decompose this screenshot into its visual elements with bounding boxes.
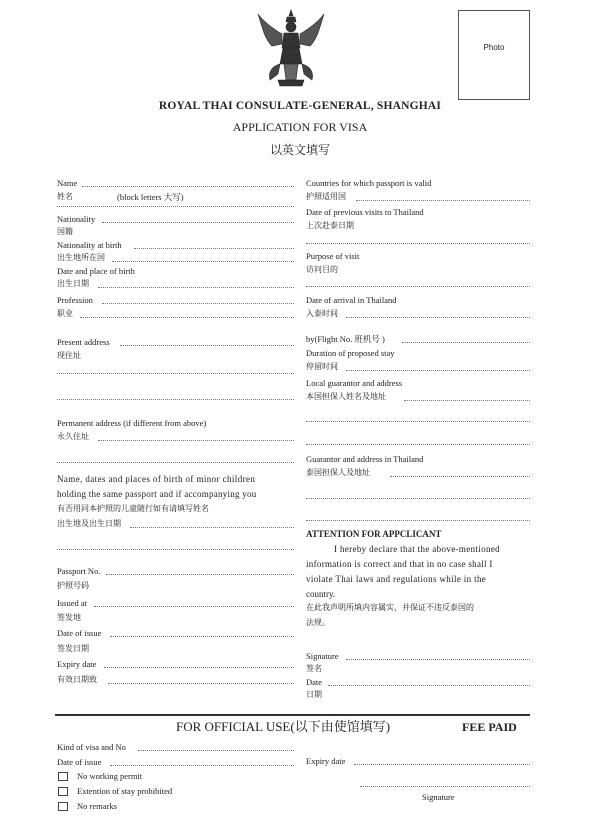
permanent-address-label: Permanent address (if different from above)	[57, 418, 207, 428]
declaration-cn-1: 在此我声明所填内容属实，并保证不违反泰国的	[306, 603, 474, 612]
issued-at-label-cn: 签发地	[57, 613, 81, 622]
nationality-label: Nationality	[57, 214, 96, 224]
passport-no-field[interactable]	[106, 574, 294, 575]
present-address-label: Present address	[57, 337, 110, 347]
date-issue-label-cn: 签发日期	[57, 644, 89, 653]
name-field-2[interactable]	[57, 206, 294, 207]
name-field[interactable]	[82, 186, 294, 187]
local-guarantor-label-cn: 本国担保人姓名及地址	[306, 392, 386, 401]
prev-visits-label-cn: 上次赴泰日期	[306, 221, 354, 230]
nationality-label-cn: 国籍	[57, 227, 73, 236]
thai-guarantor-label: Guarantor and address in Thailand	[306, 454, 424, 464]
official-signature-field[interactable]	[360, 786, 530, 787]
expiry-date-field[interactable]	[104, 667, 294, 668]
profession-field[interactable]	[102, 303, 294, 304]
no-remarks-checkbox[interactable]	[58, 802, 68, 811]
flight-field[interactable]	[402, 342, 530, 343]
declaration-line-1: I hereby declare that the above-mentioned	[334, 544, 501, 554]
official-expiry-field[interactable]	[354, 764, 530, 765]
purpose-field[interactable]	[306, 286, 530, 287]
official-heading: FOR OFFICIAL USE(以下由使馆填写)	[176, 719, 391, 734]
official-divider	[55, 714, 530, 716]
permanent-address-label-cn: 永久住址	[57, 432, 89, 441]
duration-field[interactable]	[346, 370, 530, 371]
profession-label-cn: 职业	[57, 309, 73, 318]
nationality-birth-label: Nationality at birth	[57, 240, 122, 250]
name-label: Name	[57, 178, 78, 188]
date-place-birth-label-cn: 出生日期	[57, 279, 89, 288]
local-guarantor-label: Local guarantor and address	[306, 378, 403, 388]
form-title: APPLICATION FOR VISA	[232, 120, 368, 134]
minor-children-field-2[interactable]	[57, 549, 294, 550]
form-subtitle: 以英文填写	[269, 143, 330, 157]
minor-children-label-cn1: 有否用同本护照的儿童随行如有请填写姓名	[57, 504, 209, 513]
photo-label: Photo	[483, 43, 505, 52]
name-label-cn: 姓名	[57, 192, 73, 201]
minor-children-label-2: holding the same passport and if accompanying you	[57, 489, 257, 499]
kind-visa-field[interactable]	[138, 750, 294, 751]
consulate-heading: ROYAL THAI CONSULATE-GENERAL, SHANGHAI	[158, 100, 442, 112]
present-address-label-cn: 现住址	[57, 351, 81, 360]
kind-visa-label: Kind of visa and No	[57, 742, 126, 752]
no-working-permit-checkbox[interactable]	[58, 772, 68, 781]
flight-label: by(Flight No. 班机号 )	[306, 334, 385, 344]
minor-children-field[interactable]	[130, 527, 294, 528]
local-guarantor-field-2[interactable]	[306, 421, 530, 422]
date-field[interactable]	[328, 685, 530, 686]
signature-field[interactable]	[346, 659, 530, 660]
extension-prohibited-checkbox[interactable]	[58, 787, 68, 796]
permanent-address-field-2[interactable]	[57, 462, 294, 463]
official-date-issue-label: Date of issue	[57, 757, 102, 767]
present-address-field-2[interactable]	[57, 373, 294, 374]
declaration-line-3: violate Thai laws and regulations while in the	[306, 574, 487, 584]
thai-guarantor-label-cn: 泰国担保人及地址	[306, 468, 370, 477]
minor-children-label-cn2: 出生地及出生日期	[57, 519, 121, 528]
local-guarantor-field-3[interactable]	[306, 444, 530, 445]
nationality-birth-field-2[interactable]	[112, 261, 294, 262]
declaration-line-4: country.	[306, 589, 336, 599]
photo-box	[458, 10, 530, 100]
permanent-address-field[interactable]	[98, 440, 294, 441]
expiry-date-label: Expiry date	[57, 659, 97, 669]
minor-children-label-1: Name, dates and places of birth of minor children	[57, 474, 256, 484]
extension-prohibited-label: Extention of stay prohibited	[77, 786, 173, 796]
expiry-date-field-2[interactable]	[108, 683, 294, 684]
signature-label: Signature	[306, 651, 339, 661]
purpose-label-cn: 访问目的	[306, 265, 338, 274]
no-working-permit-label: No working permit	[77, 771, 143, 781]
thai-guarantor-field[interactable]	[390, 476, 530, 477]
passport-no-label: Passport No.	[57, 566, 101, 576]
present-address-field-3[interactable]	[57, 399, 294, 400]
thai-guarantor-field-3[interactable]	[306, 520, 530, 521]
date-label: Date	[306, 677, 323, 687]
issued-at-field[interactable]	[94, 606, 294, 607]
profession-label: Profession	[57, 295, 93, 305]
date-label-cn: 日期	[306, 690, 322, 699]
purpose-label: Purpose of visit	[306, 251, 360, 261]
declaration-line-2: information is correct and that in no case shall I	[306, 559, 493, 569]
official-expiry-label: Expiry date	[306, 756, 346, 766]
thai-guarantor-field-2[interactable]	[306, 498, 530, 499]
countries-valid-label: Countries for which passport is valid	[306, 178, 432, 188]
countries-valid-field[interactable]	[356, 200, 530, 201]
arrival-label: Date of arrival in Thailand	[306, 295, 397, 305]
official-date-issue-field[interactable]	[110, 765, 294, 766]
duration-label-cn: 停留时间	[306, 362, 338, 371]
official-signature-label: Signature	[422, 792, 455, 802]
nationality-birth-label-cn: 出生地所在国	[57, 253, 105, 262]
issued-at-label: Issued at	[57, 598, 87, 608]
no-remarks-label: No remarks	[77, 801, 117, 811]
date-place-birth-field[interactable]	[98, 287, 294, 288]
block-letters-note: (block letters 大写)	[117, 192, 184, 202]
duration-label: Duration of proposed stay	[306, 348, 395, 358]
present-address-field[interactable]	[120, 345, 294, 346]
passport-no-label-cn: 护照号码	[57, 581, 89, 590]
date-issue-label: Date of issue	[57, 628, 102, 638]
arrival-label-cn: 入泰时间	[306, 309, 338, 318]
countries-valid-label-cn: 护照适用国	[306, 192, 346, 201]
prev-visits-field[interactable]	[306, 243, 530, 244]
date-issue-field[interactable]	[110, 636, 294, 637]
prev-visits-label: Date of previous visits to Thailand	[306, 207, 424, 217]
nationality-field[interactable]	[102, 222, 294, 223]
local-guarantor-field[interactable]	[404, 400, 530, 401]
fee-paid-label: FEE PAID	[462, 720, 517, 734]
arrival-field[interactable]	[346, 317, 530, 318]
garuda-emblem	[254, 8, 328, 88]
nationality-birth-field[interactable]	[134, 248, 294, 249]
declaration-cn-2: 法规。	[306, 618, 330, 627]
expiry-date-label-cn: 有效日期致	[57, 675, 97, 684]
attention-heading: ATTENTION FOR APPCLICANT	[306, 529, 442, 539]
profession-field-2[interactable]	[80, 317, 294, 318]
signature-label-cn: 签名	[306, 664, 322, 673]
date-place-birth-label: Date and place of birth	[57, 266, 135, 276]
